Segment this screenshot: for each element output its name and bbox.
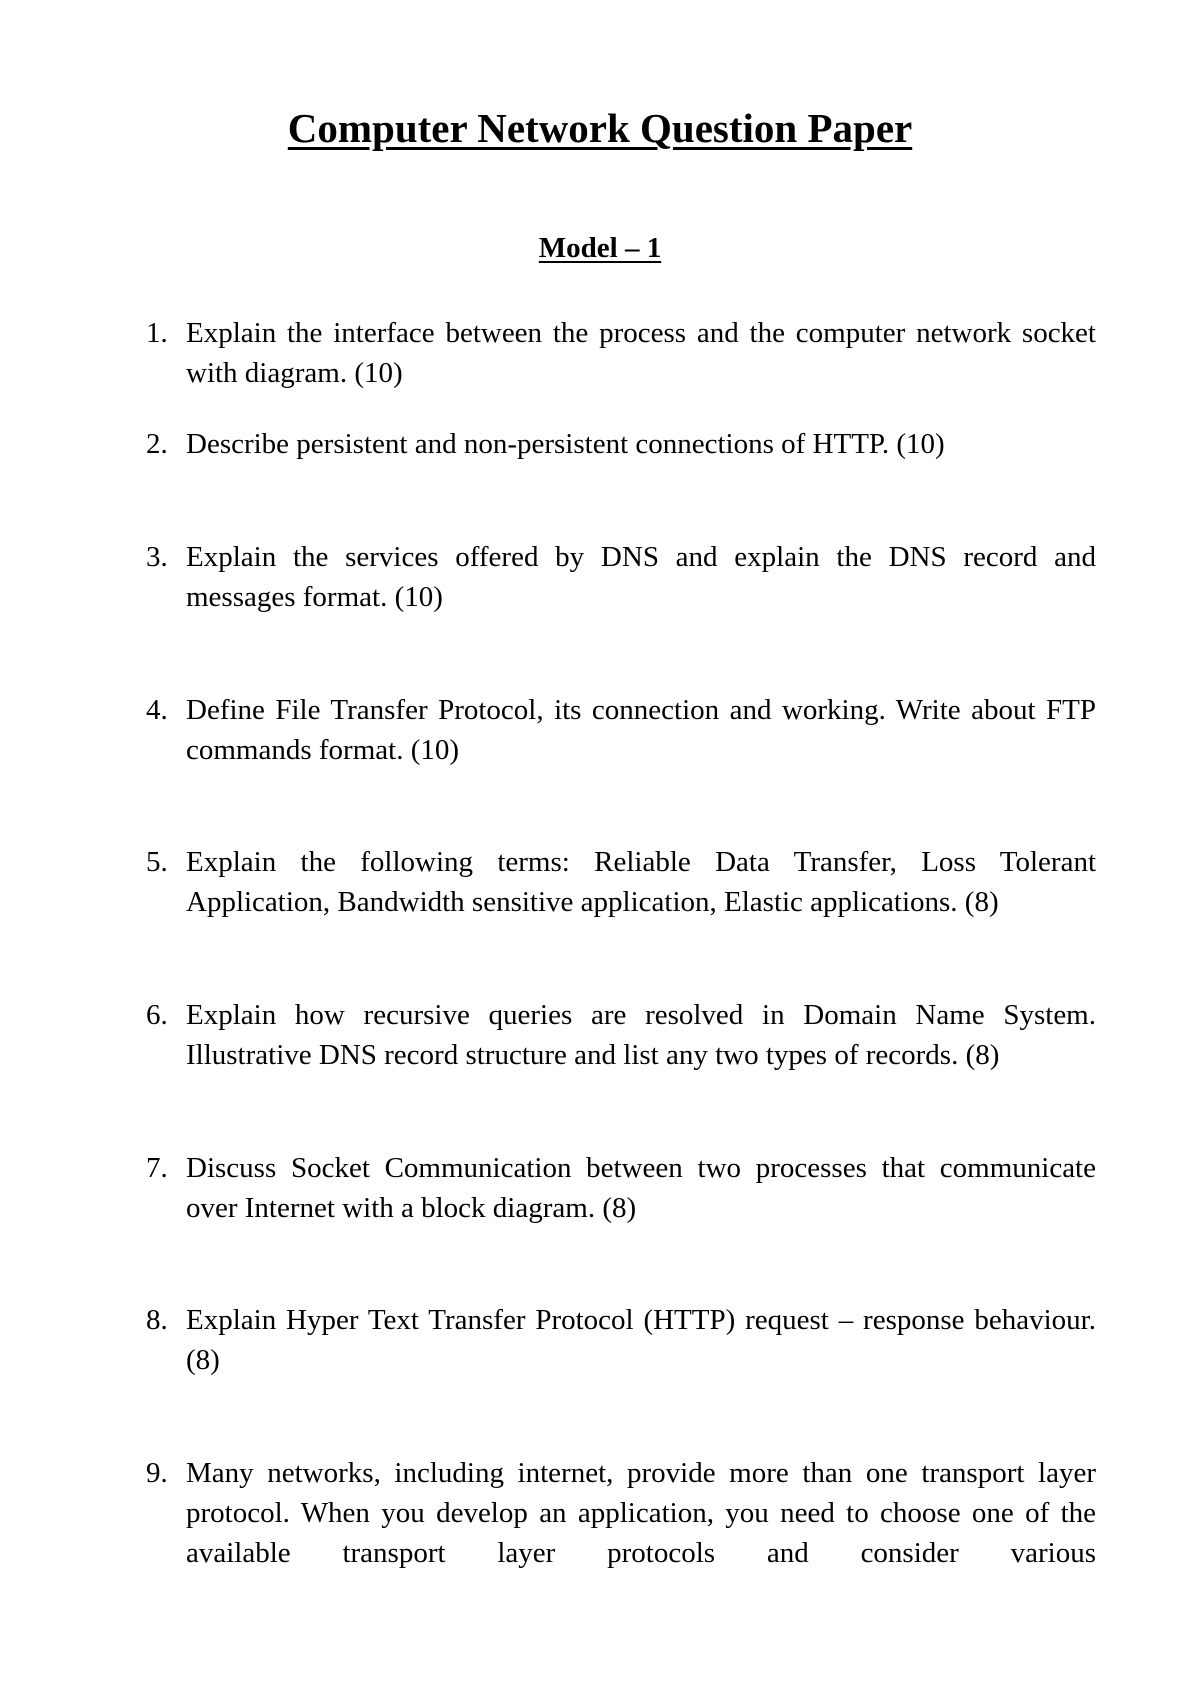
question-text: Explain the interface between the process and the computer network socket with diagram. (10) [186,317,1096,389]
question-item [146,424,1096,464]
question-item [146,537,1096,617]
question-item [146,690,1096,770]
question-text: Many networks, including internet, provide more than one transport layer protocol. When you develop an application, you need to choose one of the available transport layer protocols and consider various [186,1457,1096,1569]
question-text: Define File Transfer Protocol, its connection and working. Write about FTP commands format. (10) [186,694,1096,766]
question-number: 2. [146,428,168,460]
question-number: 9. [146,1457,168,1489]
question-text: Explain how recursive queries are resolved in Domain Name System. Illustrative DNS record structure and list any two types of records. (8) [186,999,1096,1071]
question-text: Explain the following terms: Reliable Data Transfer, Loss Tolerant Application, Bandwidth sensitive application, Elastic applications. (8) [186,846,1096,918]
question-item [146,1148,1096,1228]
question-item [146,313,1096,393]
page-title [0,103,1200,153]
question-item [146,1453,1096,1573]
question-text: Discuss Socket Communication between two processes that communicate over Internet with a block diagram. (8) [186,1152,1096,1224]
page-title-text: Computer Network Question Paper [287,105,913,151]
question-number: 4. [146,694,168,726]
question-item [146,1300,1096,1380]
question-text: Explain Hyper Text Transfer Protocol (HTTP) request – response behaviour. (8) [186,1304,1096,1376]
question-number: 5. [146,846,168,878]
question-text: Describe persistent and non-persistent connections of HTTP. (10) [186,428,945,460]
question-text: Explain the services offered by DNS and explain the DNS record and messages format. (10) [186,541,1096,613]
question-item [146,995,1096,1075]
question-number: 6. [146,999,168,1031]
question-item [146,842,1096,922]
model-heading [0,230,1200,266]
question-number: 3. [146,541,168,573]
question-number: 7. [146,1152,168,1184]
model-heading-text: Model – 1 [538,232,662,264]
question-number: 8. [146,1304,168,1336]
question-number: 1. [146,317,168,349]
